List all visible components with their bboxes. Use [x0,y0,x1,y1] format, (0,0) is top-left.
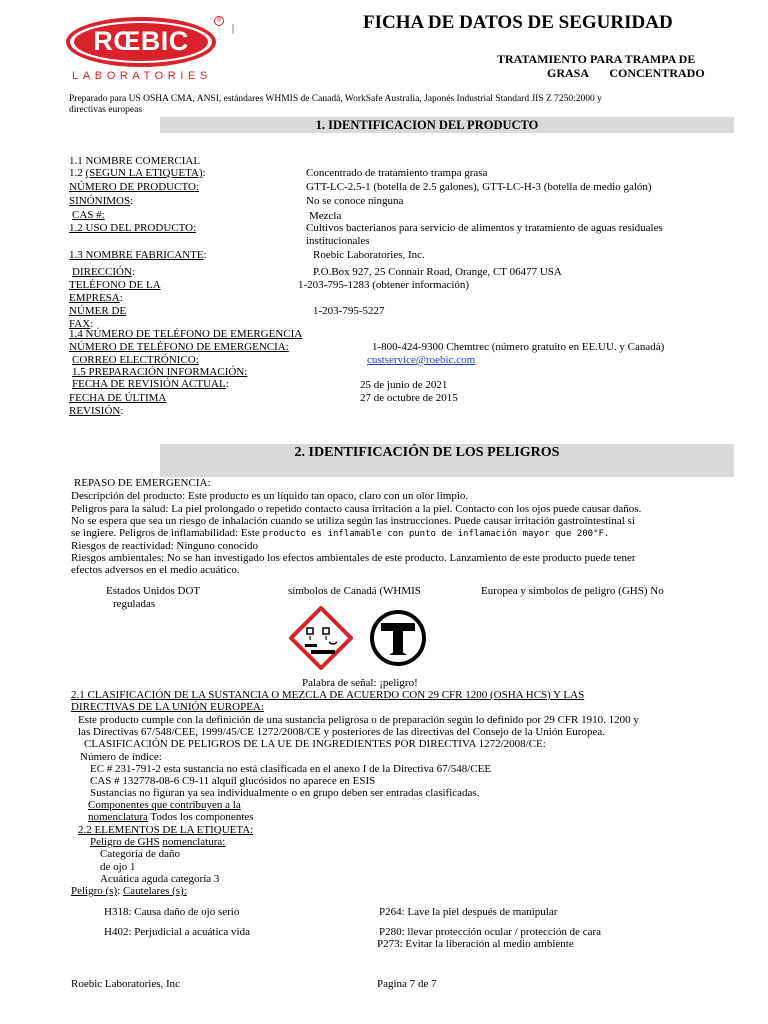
label-correo: CORREO ELECTRÓNICO: [72,354,199,366]
categoria-1: Categoría de daño [100,848,181,860]
label-nombre-comercial: 1.1 NOMBRE COMERCIAL [69,155,201,167]
label-telefono-1: TELÉFONO DE LA [69,279,161,291]
precaution-p280: P280: llevar protección ocular / protección de cara [379,926,602,938]
descripcion-producto: Descripción del producto: Este producto es un líquido tan opaco, claro con un olor limpio. [71,490,469,502]
label-ultima-revision-1: FECHA DE ÚLTIMA [69,392,167,404]
label-fabricante: 1.3 NOMBRE FABRICANTE: [69,249,207,261]
value-uso-2: institucionales [306,235,370,247]
label-numero-producto: NÚMERO DE PRODUCTO: [69,181,199,193]
value-uso-1: Cultivos bacterianos para servicio de alimentos y tratamiento de aguas residuales [306,222,663,234]
numero-indice: Número de índice: [80,751,162,763]
riesgos-reactividad: Riesgos de reactividad: Ninguno conocido [71,540,258,552]
section1-header [160,117,734,133]
clasificacion-2-1-line2: DIRECTIVAS DE LA UNIÓN EUROPEA: [71,701,264,713]
value-numero-producto: GTT-LC-2.5-1 (botella de 2.5 galones), GTT-LC-H-3 (botella de medio galón) [306,181,652,193]
page-title: FICHA DE DATOS DE SEGURIDAD [363,12,673,33]
clasificacion-2-1-line1: 2.1 CLASIFICACIÓN DE LA SUSTANCIA O MEZCLA DE ACUERDO CON 29 CFR 1200 (OSHA HCS) Y LAS [71,689,585,701]
peligros-salud-3: se ingiere. Peligros de inflamabilidad: Este producto es inflamable con punto de inflamación mayor que 200°F. [71,527,610,539]
peligros-cautelares: Peligro (s): Cautelares (s): [71,885,187,897]
riesgos-ambientales-2: efectos adversos en el medio acuático. [71,564,240,576]
sustancias-nota: Sustancias no figuran ya sea individualmente o en grupo deben ser entradas clasificadas. [90,787,480,799]
label-direccion: DIRECCIÓN: [72,266,135,278]
categoria-2: de ojo 1 [100,861,136,873]
dot-label-1: Estados Unidos DOT [106,585,201,597]
prepared-line2: directivas europeas [69,105,143,115]
repaso-emergencia: REPASO DE EMERGENCIA: [74,477,211,489]
cumple-2: las Directivas 67/548/CEE, 1999/45/CE 1272/2008/CE y posteriores de las directivas del Consejo de la Unión Europea. [78,726,605,738]
label-telefono-2: EMPRESA: [69,292,123,304]
ec-number: EC # 231-791-2 esta sustancia no está clasificada en el anexo I de la Directiva 67/548/CEE [90,763,492,775]
value-revision-actual: 25 de junio de 2021 [360,379,448,391]
email-link[interactable]: custservice@roebic.com [367,354,476,366]
dot-label-2: reguladas [113,598,156,610]
corrosion-icon [289,606,353,670]
hazard-h402: H402: Perjudicial a acuática vida [104,926,250,938]
label-fax-1: NÚMER DE [69,305,127,317]
value-ultima-revision: 27 de octubre de 2015 [360,392,458,404]
footer-page-number: Pagina 7 de 7 [377,978,437,990]
header-mark: | [232,23,235,34]
section1-title: 1. IDENTIFICACION DEL PRODUCTO [315,118,539,132]
label-revision-actual: FECHA DE REVISIÓN ACTUAL: [72,378,229,390]
peligro-ghs: Peligro de GHS nomenclatura: [90,836,226,848]
footer-company: Roebic Laboratories, Inc [71,978,181,990]
europe-symbols-label: Europea y símbolos de peligro (GHS) No [481,585,664,597]
label-ultima-revision-2: REVISIÓN: [69,405,124,417]
clasificacion-ue: CLASIFICACIÓN DE PELIGROS DE LA UE DE INGREDIENTES POR DIRECTIVA 1272/2008/CE: [84,738,546,750]
value-direccion: P.O.Box 927, 25 Connair Road, Orange, CT 06477 USA [313,266,562,278]
product-name-line2: GRASA CONCENTRADO [547,66,705,80]
value-fabricante: Roebic Laboratories, Inc. [313,249,425,261]
logo-wordmark: RŒBIC [93,26,189,56]
value-emergencia: 1-800-424-9300 Chemtrec (número gratuito en EE.UU. y Canadá) [372,341,665,353]
hazard-h318: H318: Causa daño de ojo serio [104,906,240,918]
riesgos-ambientales-1: Riesgos ambientales: No se han investigado los efectos ambientales de este producto. Lanzamiento de este producto puede tener [71,552,636,564]
peligros-salud-2: No se espera que sea un riesgo de inhalación cuando se utiliza según las instrucciones. Puede causar irritación gastrointestinal si [71,515,635,527]
cumple-1: Este producto cumple con la definición de una sustancia peligrosa o de preparación según lo definido por 29 CFR 1910. 1200 y [78,714,639,726]
label-preparacion: 1.5 PREPARACIÓN INFORMACIÓN: [72,366,248,378]
label-uso-producto: 1.2 USO DEL PRODUCTO: [69,222,197,234]
palabra-senal: Palabra de señal: ¡peligro! [302,677,418,689]
peligros-salud-1: Peligros para la salud: La piel prolongado o repetido contacto causa irritación a la piel. Contacto con los ojos puede causar daños. [71,503,642,515]
label-cas: CAS #: [72,209,105,221]
label-segun-etiqueta: 1.2 (SEGUN LA ETIQUETA): [69,167,206,179]
label-emergencia: NÚMERO DE TELÉFONO DE EMERGENCIA: [69,341,289,353]
value-nombre-comercial: Concentrado de tratamiento trampa grasa [306,167,488,179]
value-sinonimos: No se conoce ninguna [306,195,404,207]
value-telefono: 1-203-795-1283 (obtener información) [298,279,470,291]
section2-title: 2. IDENTIFICACIÓN DE LOS PELIGROS [294,445,560,460]
precaution-p273: P273: Evitar la liberación al medio ambiente [377,938,574,950]
componentes-1: Componentes que contribuyen a la [88,799,241,811]
logo-subtitle: LABORATORIES [72,70,212,82]
product-name-line1: TRATAMIENTO PARA TRAMPA DE [497,52,696,66]
value-fax: 1-203-795-5227 [313,305,385,317]
componentes-2: nomenclatura Todos los componentes [88,811,254,823]
label-fax-2: FAX: [69,318,94,330]
precaution-p264: P264: Lave la piel después de manipular [379,906,558,918]
elementos-etiqueta: 2.2 ELEMENTOS DE LA ETIQUETA: [78,824,254,836]
whmis-toxic-icon [368,608,428,668]
label-sinonimos: SINÓNIMOS: [69,195,134,207]
label-emergencia-head: 1.4 NÚMERO DE TELÉFONO DE EMERGENCIA [69,328,303,340]
canada-symbols-label: símbolos de Canadá (WHMIS [288,585,421,597]
cas-number-2: CAS # 132778-08-6 C9-11 alquil glucósidos no aparece en ESIS [90,775,376,787]
categoria-3: Acuática aguda categoría 3 [100,873,220,885]
registered-mark: ® [214,16,224,26]
section2-header [160,444,734,477]
prepared-line1: Preparado para US OSHA CMA, ANSI, estándares WHMIS de Canadá, WorkSafe Australia, Japonés Industrial Standard JIS Z 7250:2000 y [69,94,602,104]
value-cas: Mezcla [309,210,342,222]
